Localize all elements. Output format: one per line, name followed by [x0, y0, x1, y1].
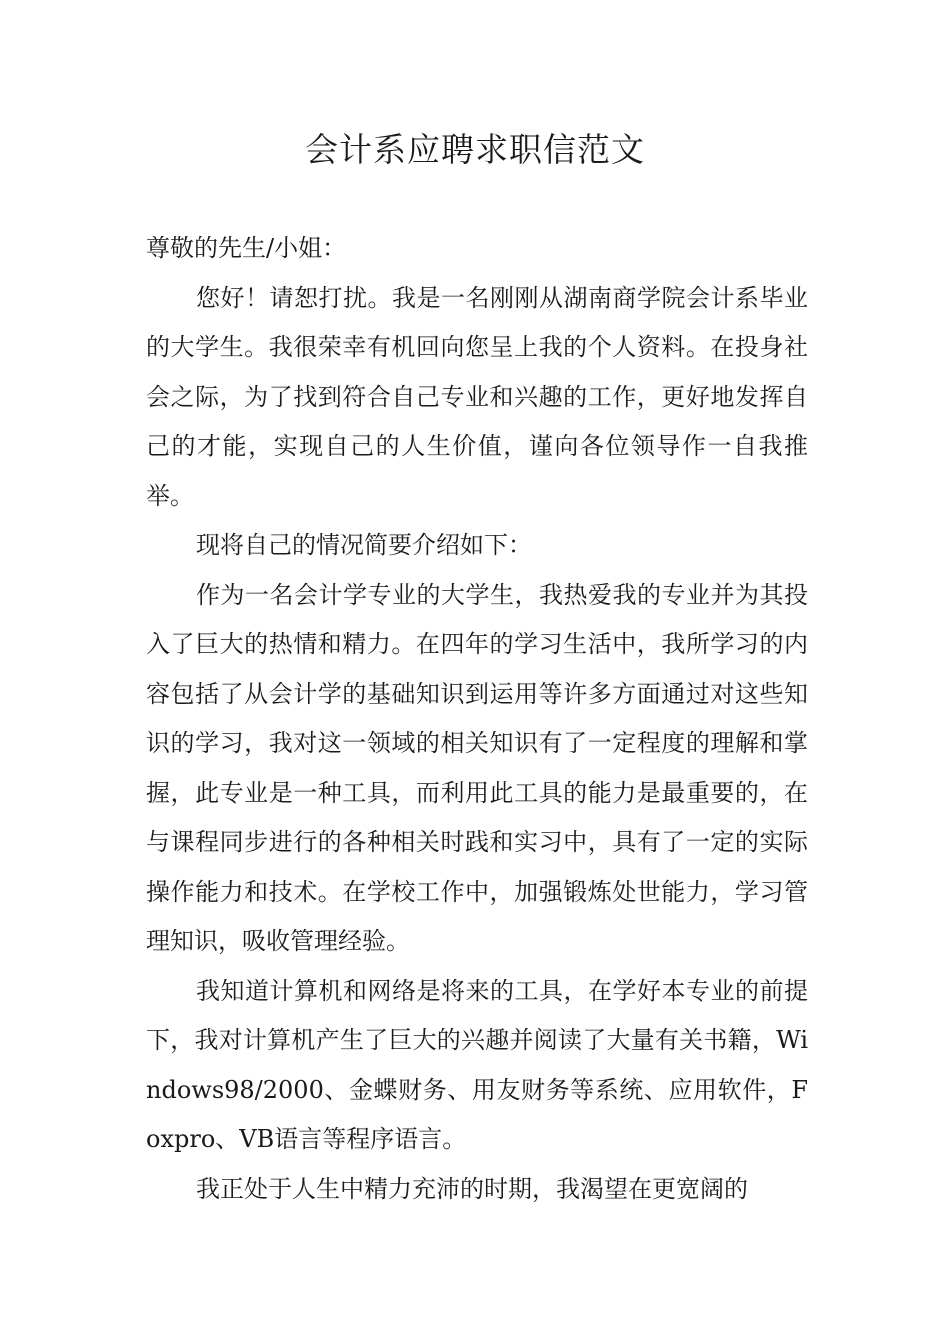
paragraph-intro: 现将自己的情况简要介绍如下：: [196, 531, 532, 559]
paragraph-closing-start: 我正处于人生中精力充沛的时期，我渴望在更宽阔的: [196, 1174, 748, 1203]
letter-body: [146, 224, 808, 1214]
document-title: 会计系应聘求职信范文: [305, 130, 645, 169]
salutation: 尊敬的先生/小姐：: [146, 234, 347, 262]
paragraph-education: 作为一名会计学专业的大学生，我热爱我的专业并为其投入了巨大的热情和精力。在四年的学习生活中，我所学习的内容包括了从会计学的基础知识到运用等许多方面通过对这些知识的学习，我对这一领域的相关知识有了一定程度的理解和掌握，此专业是一种工具，而利用此工具的能力是最重要的，在与课程同步进行的各种相关时践和实习中，具有了一定的实际操作能力和技术。在学校工作中，加强锻炼处世能力，学习管理知识，吸收管理经验。: [146, 580, 808, 955]
paragraph-computer-skills: 我知道计算机和网络是将来的工具，在学好本专业的前提下，我对计算机产生了巨大的兴趣并阅读了大量有关书籍，Windows98/2000、金蝶财务、用友财务等系统、应用软件，Foxpro、VB语言等程序语言。: [146, 976, 808, 1153]
paragraph-greeting: 您好！请恕打扰。我是一名刚刚从湖南商学院会计系毕业的大学生。我很荣幸有机回向您呈上我的个人资料。在投身社会之际，为了找到符合自己专业和兴趣的工作，更好地发挥自己的才能，实现自己的人生价值，谨向各位领导作一自我推举。: [146, 283, 808, 510]
